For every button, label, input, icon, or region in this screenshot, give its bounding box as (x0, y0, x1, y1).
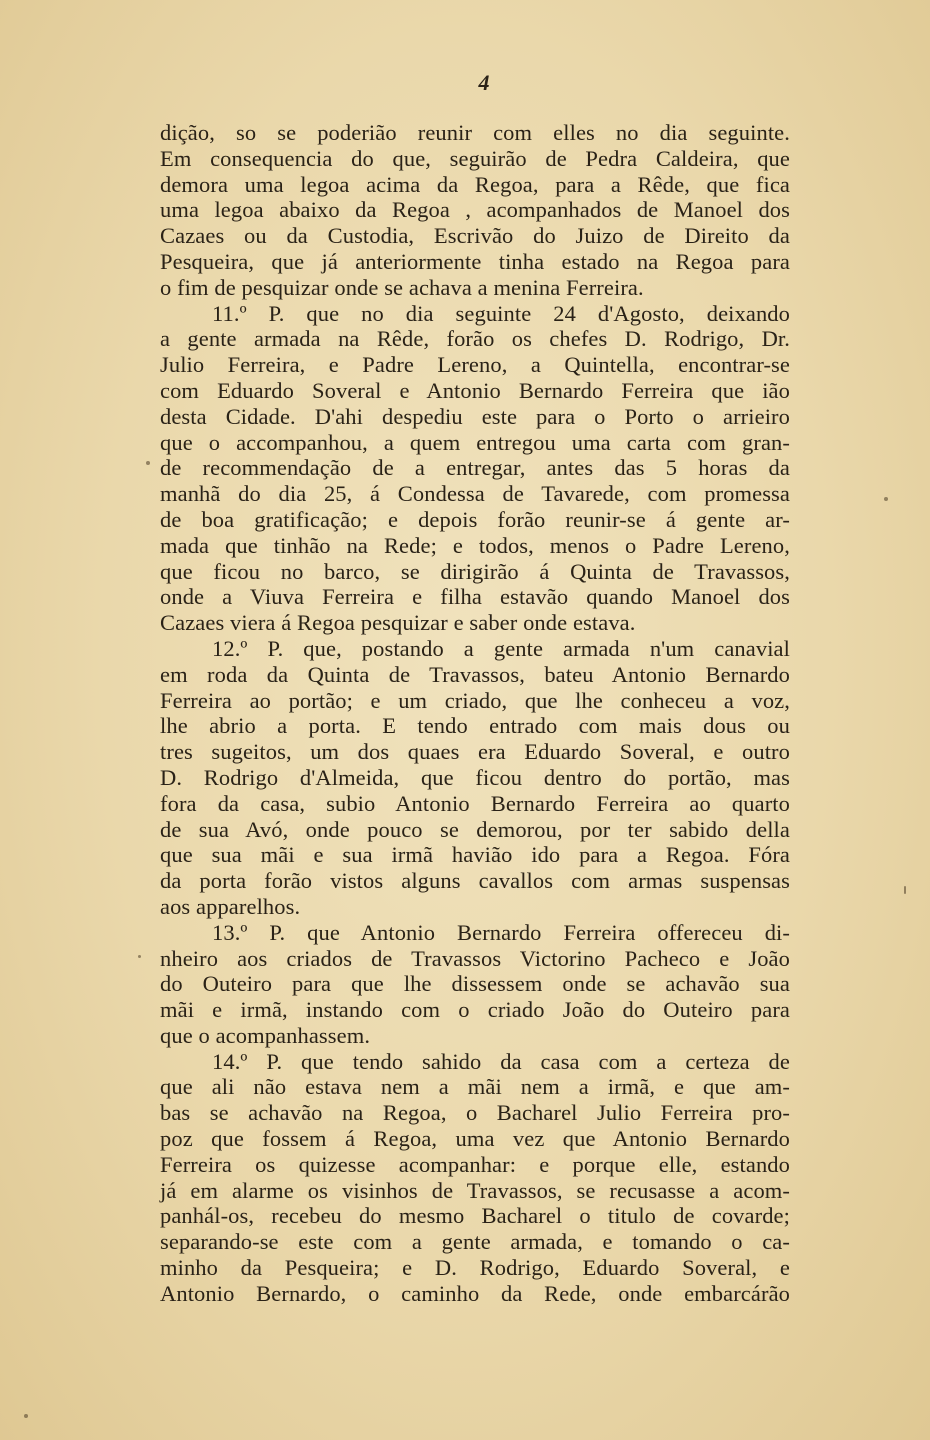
paper-speck (904, 886, 906, 894)
text-line: uma legoa abaixo da Regoa , acompanhados de Manoel dos (160, 197, 790, 223)
text-line: o fim de pesquizar onde se achava a menina Ferreira. (160, 274, 644, 300)
text-line: poz que fossem á Regoa, uma vez que Antonio Bernardo (160, 1126, 790, 1152)
text-line: de boa gratificação; e depois forão reunir-se á gente ar- (160, 506, 790, 532)
text-line: mãi e irmã, instando com o criado João do Outeiro para (160, 997, 790, 1023)
text-line: panhál-os, recebeu do mesmo Bacharel o titulo de covarde; (160, 1203, 790, 1229)
paper-speck (24, 1414, 28, 1418)
text-line: já em alarme os visinhos de Travassos, se recusasse a acom- (160, 1177, 790, 1203)
paper-speck (146, 461, 150, 465)
text-line: mada que tinhão na Rede; e todos, menos o Padre Lereno, (160, 532, 790, 558)
text-line: dição, so se poderião reunir com elles no dia seguinte. (160, 120, 790, 145)
text-line: a gente armada na Rêde, forão os chefes D. Rodrigo, Dr. (160, 326, 790, 352)
text-line: Antonio Bernardo, o caminho da Rede, onde embarcárão (160, 1280, 790, 1306)
text-line: do Outeiro para que lhe dissessem onde se achavão sua (160, 971, 790, 997)
text-line: Em consequencia do que, seguirão de Pedra Caldeira, que (160, 145, 790, 171)
text-line: Cazaes viera á Regoa pesquizar e saber onde estava. (160, 610, 636, 636)
text-line: 14.º P. que tendo sahido da casa com a certeza de (212, 1048, 790, 1074)
text-line: lhe abrio a porta. E tendo entrado com mais dous ou (160, 713, 790, 739)
text-line: Ferreira os quizesse acompanhar: e porque elle, estando (160, 1151, 790, 1177)
text-line: Julio Ferreira, e Padre Lereno, a Quintella, encontrar-se (160, 352, 790, 378)
text-line: que ali não estava nem a mãi nem a irmã, e que am- (160, 1074, 790, 1100)
text-line: de recommendação de a entregar, antes das 5 horas da (160, 455, 790, 481)
text-line: Pesqueira, que já anteriormente tinha estado na Regoa para (160, 248, 790, 274)
text-line: que o accompanhou, a quem entregou uma carta com gran- (160, 429, 790, 455)
paper-speck (138, 955, 141, 958)
text-line: que sua mãi e sua irmã havião ido para a Regoa. Fóra (160, 842, 790, 868)
text-line: 12.º P. que, postando a gente armada n'um canavial (212, 635, 790, 661)
text-line: da porta forão vistos alguns cavallos com armas suspensas (160, 868, 790, 894)
text-line: separando-se este com a gente armada, e tomando o ca- (160, 1229, 790, 1255)
text-line: com Eduardo Soveral e Antonio Bernardo Ferreira que ião (160, 377, 790, 403)
text-line: demora uma legoa acima da Regoa, para a Rêde, que fica (160, 171, 790, 197)
text-line: Ferreira ao portão; e um criado, que lhe conheceu a voz, (160, 687, 790, 713)
text-line: 11.º P. que no dia seguinte 24 d'Agosto, deixando (212, 300, 790, 326)
text-line: que ficou no barco, se dirigirão á Quinta de Travassos, (160, 558, 790, 584)
text-line: desta Cidade. D'ahi despediu este para o Porto o arrieiro (160, 403, 790, 429)
text-line: nheiro aos criados de Travassos Victorino Pacheco e João (160, 945, 790, 971)
text-line: aos apparelhos. (160, 893, 301, 919)
text-line: fora da casa, subio Antonio Bernardo Ferreira ao quarto (160, 790, 790, 816)
text-line: tres sugeitos, um dos quaes era Eduardo Soveral, e outro (160, 739, 790, 765)
text-line: bas se achavão na Regoa, o Bacharel Julio Ferreira pro- (160, 1100, 790, 1126)
text-line: 13.º P. que Antonio Bernardo Ferreira offereceu di- (212, 919, 790, 945)
text-line: que o acompanhassem. (160, 1022, 371, 1048)
text-line: D. Rodrigo d'Almeida, que ficou dentro do portão, mas (160, 764, 790, 790)
page-number: 4 (478, 70, 490, 95)
text-line: manhã do dia 25, á Condessa de Tavarede, com promessa (160, 481, 790, 507)
text-line: em roda da Quinta de Travassos, bateu Antonio Bernardo (160, 661, 790, 687)
text-line: Cazaes ou da Custodia, Escrivão do Juizo de Direito da (160, 223, 790, 249)
paper-speck (884, 497, 888, 501)
text-line: de sua Avó, onde pouco se demorou, por ter sabido della (160, 816, 790, 842)
body-text (160, 120, 790, 1307)
text-line: onde a Viuva Ferreira e filha estavão quando Manoel dos (160, 584, 790, 610)
text-line: minho da Pesqueira; e D. Rodrigo, Eduardo Soveral, e (160, 1255, 790, 1281)
